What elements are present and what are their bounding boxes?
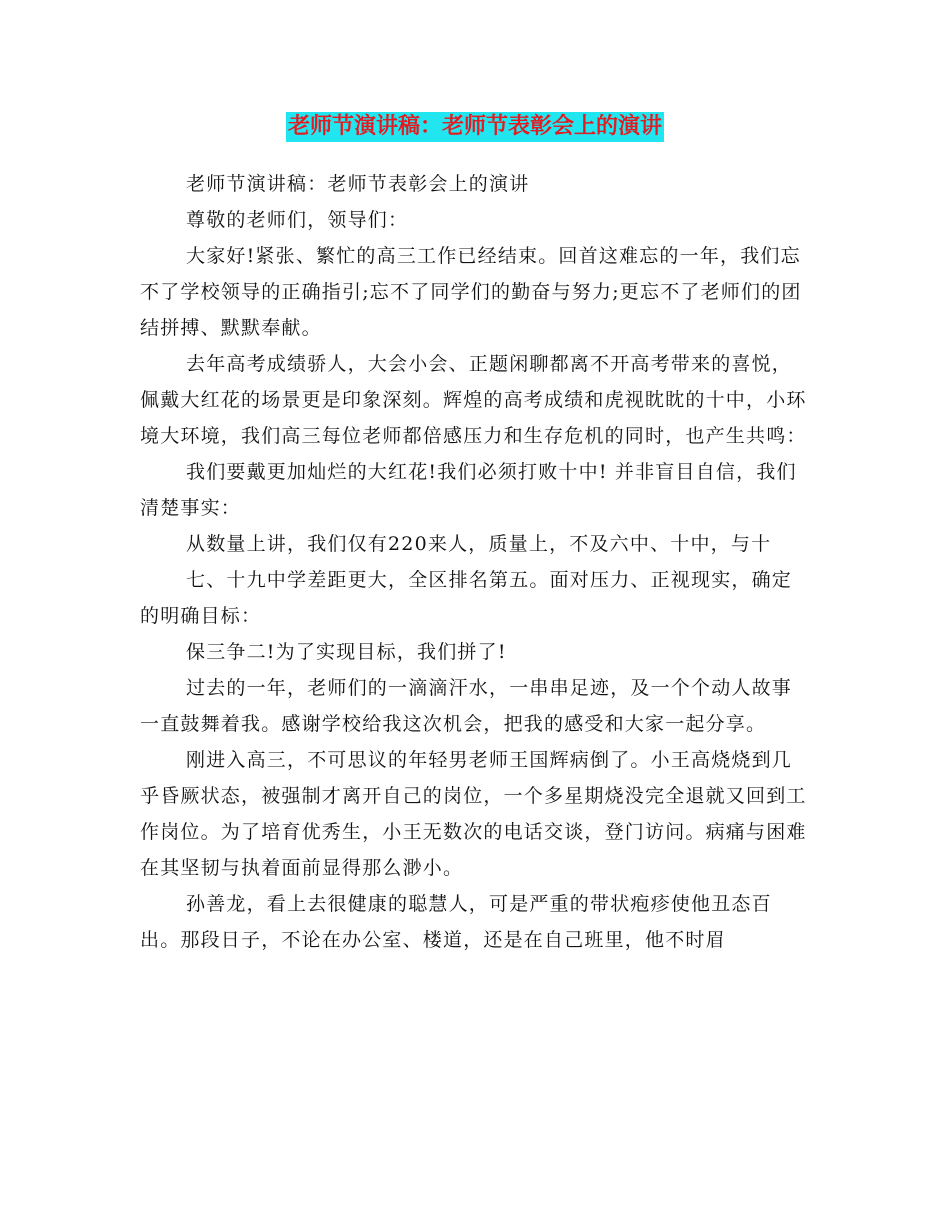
title-row xyxy=(0,112,950,142)
paragraph: 大家好!紧张、繁忙的高三工作已经结束。回首这难忘的一年，我们忘不了学校领导的正确指引;忘不了同学们的勤奋与努力;更忘不了老师们的团结拼搏、默默奉献。 xyxy=(140,245,802,339)
paragraph: 我们要戴更加灿烂的大红花!我们必须打败十中! 并非盲目自信，我们清楚事实： xyxy=(140,461,797,519)
paragraph: 老师节演讲稿：老师节表彰会上的演讲 xyxy=(186,173,530,195)
paragraph: 刚进入高三，不可思议的年轻男老师王国辉病倒了。小王高烧烧到几乎昏厥状态，被强制才离开自己的岗位，一个多星期烧没完全退就又回到工作岗位。为了培育优秀生，小王无数次的电话交谈，登门访问。病痛与困难在其坚韧与执着面前显得那么渺小。 xyxy=(140,749,807,879)
paragraph: 去年高考成绩骄人，大会小会、正题闲聊都离不开高考带来的喜悦，佩戴大红花的场景更是印象深刻。辉煌的高考成绩和虎视眈眈的十中，小环境大环境，我们高三每位老师都倍感压力和生存危机的同时，也产生共鸣： xyxy=(140,353,807,447)
paragraph: 七、十九中学差距更大，全区排名第五。面对压力、正视现实，确定的明确目标： xyxy=(140,569,793,627)
paragraph: 从数量上讲，我们仅有220来人，质量上，不及六中、十中，与十 xyxy=(186,533,772,555)
paragraph: 尊敬的老师们，领导们： xyxy=(186,209,409,231)
paragraph: 保三争二!为了实现目标，我们拼了! xyxy=(186,641,507,663)
paragraph: 孙善龙，看上去很健康的聪慧人，可是严重的带状疱疹使他丑态百出。那段日子，不论在办公室、楼道，还是在自己班里，他不时眉 xyxy=(140,893,772,951)
paragraph: 过去的一年，老师们的一滴滴汗水，一串串足迹，及一个个动人故事一直鼓舞着我。感谢学校给我这次机会，把我的感受和大家一起分享。 xyxy=(140,677,793,735)
document-body xyxy=(140,166,808,958)
document-title: 老师节演讲稿：老师节表彰会上的演讲 xyxy=(286,112,664,142)
